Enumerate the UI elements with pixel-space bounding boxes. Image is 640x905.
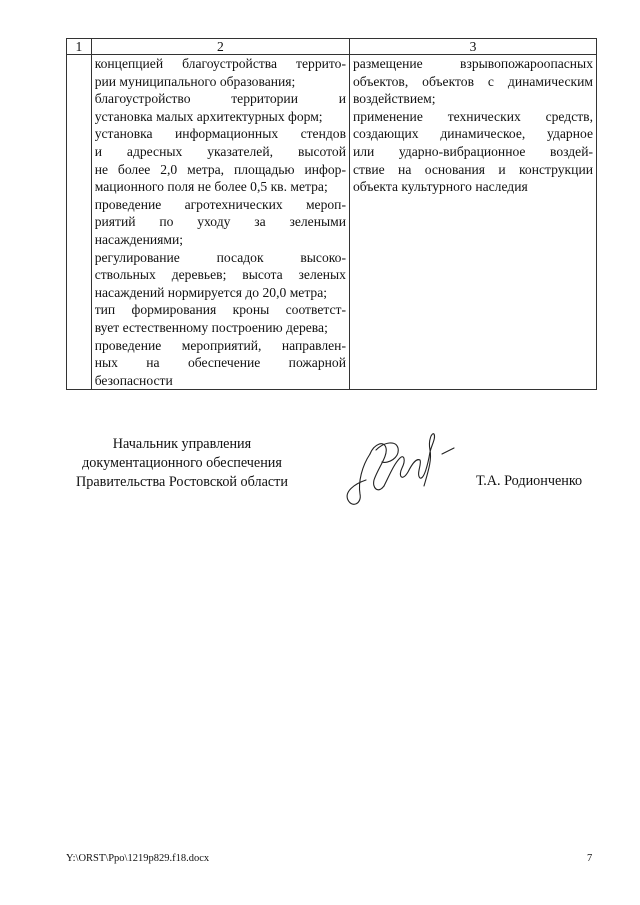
signer-position <box>66 435 298 492</box>
text-line: насаждений нормируется до 20,0 метра; <box>94 284 328 300</box>
text-line: безопасности <box>94 372 173 388</box>
text-line: рии муниципального образования; <box>94 73 296 89</box>
handwritten-signature <box>340 424 458 510</box>
text-line: создающих динамическое, ударное <box>352 126 593 142</box>
text-line: вует естественному построению дерева; <box>94 319 328 335</box>
position-line: Начальник управления <box>112 436 252 452</box>
text-line: не более 2,0 метра, площадью инфор- <box>94 161 346 177</box>
text-line: проведение мероприятий, направлен- <box>94 337 346 353</box>
text-line: и адресных указателей, высотой <box>94 143 346 159</box>
text-line: мационного поля не более 0,5 кв. метра; <box>94 179 328 195</box>
text-line: проведение агротехнических мероп- <box>94 196 346 212</box>
text-line: ствие на основания и конструкции <box>352 161 593 177</box>
text-line: риятий по уходу за зелеными <box>94 214 346 230</box>
footer-file-path: Y:\ORST\Ppo\1219p829.f18.docx <box>66 853 210 864</box>
table-cell-measures <box>91 55 349 390</box>
position-line: Правительства Ростовской области <box>76 474 288 490</box>
text-line: насаждениями; <box>94 231 184 247</box>
document-table <box>66 38 597 390</box>
position-line: документационного обеспечения <box>82 455 282 471</box>
table-cell-restrictions <box>349 55 596 390</box>
table-header-cell: 1 <box>67 39 92 55</box>
text-line: ных на обеспечение пожарной <box>94 355 346 371</box>
text-line: тип формирования кроны соответст- <box>94 302 346 318</box>
page-number: 7 <box>587 853 593 864</box>
table-header-row <box>67 39 597 55</box>
text-line: установка малых архитектурных форм; <box>94 108 323 124</box>
text-line: объекта культурного наследия <box>352 179 528 195</box>
signer-name: Т.А. Родионченко <box>476 473 583 489</box>
table-row <box>67 55 597 390</box>
table-header-cell: 3 <box>349 39 596 55</box>
text-line: объектов, объектов с динамическим <box>352 73 593 89</box>
text-line: ствольных деревьев; высота зеленых <box>94 267 346 283</box>
text-line: установка информационных стендов <box>94 126 346 142</box>
text-line: концепцией благоустройства террито- <box>94 56 346 71</box>
text-line: регулирование посадок высоко- <box>94 249 346 265</box>
text-line: применение технических средств, <box>352 108 593 124</box>
text-line: или ударно-вибрационное воздей- <box>352 143 593 159</box>
text-line: воздействием; <box>352 91 436 107</box>
text-line: размещение взрывопожароопасных <box>352 56 593 71</box>
table-header-cell: 2 <box>91 39 349 55</box>
text-line: благоустройство территории и <box>94 91 346 107</box>
table-cell-number <box>67 55 92 390</box>
